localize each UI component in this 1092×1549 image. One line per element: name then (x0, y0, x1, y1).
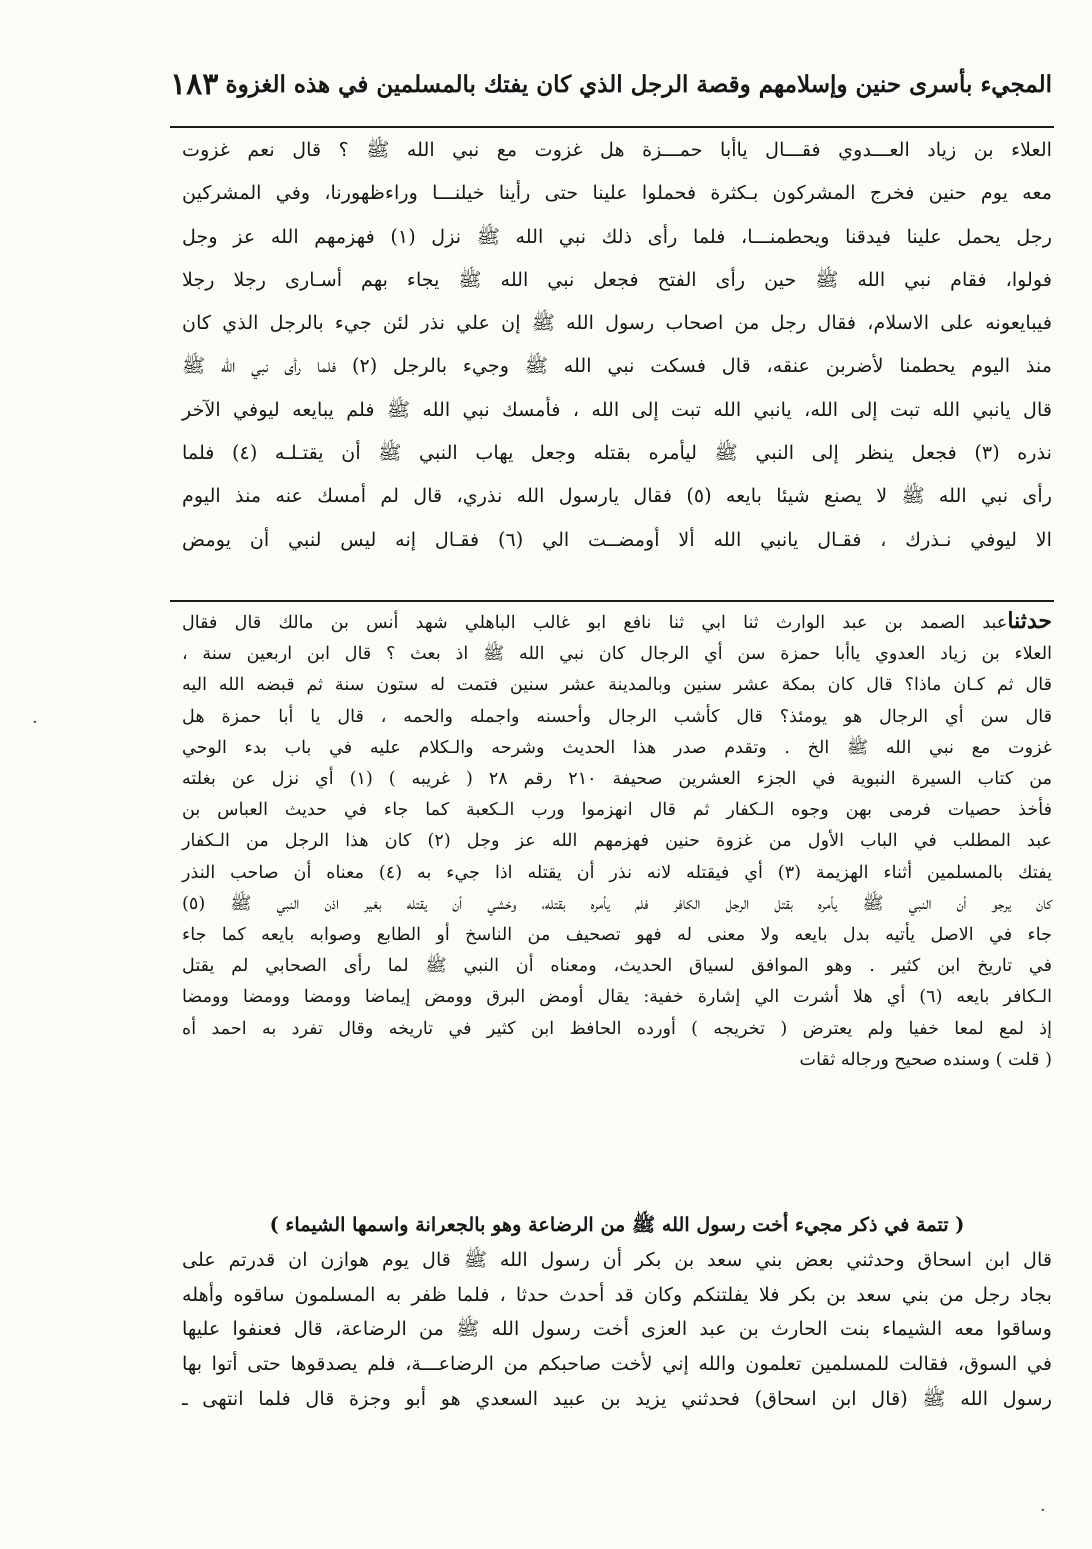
commentary-notes (182, 606, 1052, 1076)
notes-line: عبد المطلب في الباب الأول من غزوة حنين فهزمهم الله عز وجل (٢) كان هذا الرجل من الـكفار (182, 831, 1053, 852)
notes-line: فأخذ حصيات فرمى بهن وجوه الـكفار ثم قال انهزموا ورب الـكعبة كما جاء في حديث العباس بن (182, 800, 1052, 821)
main-line: فيبايعونه على الاسلام، فقال رجل من اصحاب رسول الله ﷺ إن علي نذر لئن جيء بالرجل الذي كان (182, 311, 1052, 335)
notes-line: جاء في الاصل يأتيه بدل بايعه ولا معنى له فهو تصحيف من الناسخ أو الطابع وصوابه بايعه كما جاء (182, 925, 1052, 946)
notes-line: ( قلت ) وسنده صحيح ورجاله ثقات (799, 1049, 1052, 1070)
lead-word: حدثنا (1007, 608, 1052, 634)
notes-line-text: عبد الصمد بن عبد الوارث ثنا ابي ثنا نافع ابو غالب الباهلي شهد أنس بن مالك قال فقال (182, 613, 1008, 633)
notes-line: قال ثم كـان ماذا؟ قال كان بمكة عشر سنين وبالمدينة عشر سنين فتمت له ستون سنة ثم قبضه الله اليه (182, 675, 1052, 696)
appendix-line: قال ابن اسحاق وحدثني بعض بني سعد بن بكر أن رسول الله ﷺ قال يوم هوازن ان قدرتم على (182, 1247, 1052, 1271)
notes-divider (170, 600, 1054, 602)
notes-line: غزوت مع نبي الله ﷺ الخ . وتقدم صدر هذا الحديث وشرحه والـكلام عليه في باب بدء الوحي (182, 737, 1052, 758)
main-line: العلاء بن زياد العـــدوي فقـــال ياأبا حمـــزة هل غزوت مع نبي الله ﷺ ؟ قال نعم غزوت (182, 138, 1052, 161)
appendix-heading: ( تتمة في ذكر مجيء أخت رسول الله ﷺ من الرضاعة وهو بالجعرانة واسمها الشيماء ) (269, 1213, 965, 1236)
main-line: رجل يحمل علينا فيدقنا ويحطمنـــا، فلما رأى ذلك نبي الله ﷺ نزل (١) فهزمهم الله عز وجل (182, 224, 1053, 248)
notes-line: يفتك بالمسلمين أثناء الهزيمة (٣) أي فيقتله لانه نذر أن يقتله اذا جيء به (٤) معناه أن صاحب النذر (182, 862, 1052, 883)
notes-line: كان يرجو أن النبي ﷺ يأمره بقتل الرجل الكافر فلم يأمره بقتله، وخشي أن يقتله بغير اذن النبي ﷺ (٥) (182, 893, 1052, 914)
main-line: معه يوم حنين فخرج المشركون بـكثرة فحملوا علينا حتى رأينا خيلنـــا وراءظهورنا، وفي المشركين (182, 181, 1052, 205)
notes-line: قال سن أي الرجال هو يومئذ؟ قال كأشب الرجال وأحسنه واجمله والحمه ، قال يا أبا حمزة هل (182, 706, 1052, 727)
main-text (182, 128, 1052, 561)
notes-line (182, 606, 1052, 639)
appendix-line: رسول الله ﷺ (قال ابن اسحاق) فحدثني يزيد بن عبيد السعدي هو أبو وجزة قال فلما انتهى ـ (182, 1386, 1052, 1410)
appendix-section (182, 1208, 1052, 1417)
notes-line: الـكافر بايعه (٦) أي هلا أشرت الي إشارة خفية: يقال أومض البرق وومض إيماضا وومضا وومضا وومضا (182, 987, 1052, 1008)
appendix-line: بجاد رجل من بني سعد بن بكر فلا يفلتنكم وكان قد أحدث حدثا ، فلما ظفر به المسلمون ساقوه وأهله (182, 1282, 1052, 1306)
main-line: منذ اليوم يحطمنا لأضربن عنقه، قال فسكت نبي الله ﷺ وجيء بالرجل (٢) فلما رأى نبي الله ﷺ (182, 354, 1052, 378)
main-line: فولوا، فقام نبي الله ﷺ حين رأى الفتح فجعل نبي الله ﷺ يجاء بهم أسـارى رجلا رجلا (182, 267, 1052, 291)
notes-line: إذ لمع لمعا خفيا ولم يعترض ( تخريجه ) أورده الحافظ ابن كثير في تاريخه وقال تفرد به احمد أه (182, 1018, 1052, 1039)
scan-speck: · (1040, 1500, 1046, 1521)
main-line: الا ليوفي نـذرك ، فقـال يانبي الله ألا أومضــت الي (٦) فقـال إنه ليس لنبي أن يومض (182, 527, 1052, 551)
main-line: رأى نبي الله ﷺ لا يصنع شيئا بايعه (٥) فقال يارسول الله نذري، قال لم أمسك عنه منذ اليوم (182, 484, 1052, 508)
scan-speck: · (32, 712, 38, 733)
appendix-line: وساقوا معه الشيماء بنت الحارث بن عبد العزى أخت رسول الله ﷺ من الرضاعة، قال فعنفوا عليها (182, 1317, 1052, 1341)
chapter-title: المجيء بأسرى حنين وإسلامهم وقصة الرجل الذي كان يفتك بالمسلمين في هذه الغزوة (225, 70, 1052, 98)
notes-line: من كتاب السيرة النبوية في الجزء العشرين صحيفة ٢١٠ رقم ٢٨ ( غريبه ) (١) أي نزل عن بغلته (182, 769, 1053, 790)
page-number: ١٨٣ (170, 66, 219, 102)
running-header (170, 60, 1052, 108)
appendix-line: في السوق، فقالت للمسلمين تعلمون والله إني لأخت صاحبكم من الرضاعـــة، فلم يصدقوها حتى أتوا بها (182, 1352, 1052, 1376)
notes-line: العلاء بن زياد العدوي ياأبا حمزة سن أي الرجال كان نبي الله ﷺ اذ بعث ؟ قال ابن اربعين سنة ، (182, 644, 1052, 665)
notes-line: في تاريخ ابن كثير . وهو الموافق لسياق الحديث، ومعناه أن النبي ﷺ لما رأى الصحابي لم يقتل (182, 956, 1052, 977)
main-line: نذره (٣) فجعل ينظر إلى النبي ﷺ ليأمره بقتله وجعل يهاب النبي ﷺ أن يقتـلـه (٤) فلما (182, 441, 1052, 465)
main-line: قال يانبي الله تبت إلى الله، يانبي الله تبت إلى الله ، فأمسك نبي الله ﷺ فلم يبايعه ليوفي الآخر (182, 397, 1052, 421)
